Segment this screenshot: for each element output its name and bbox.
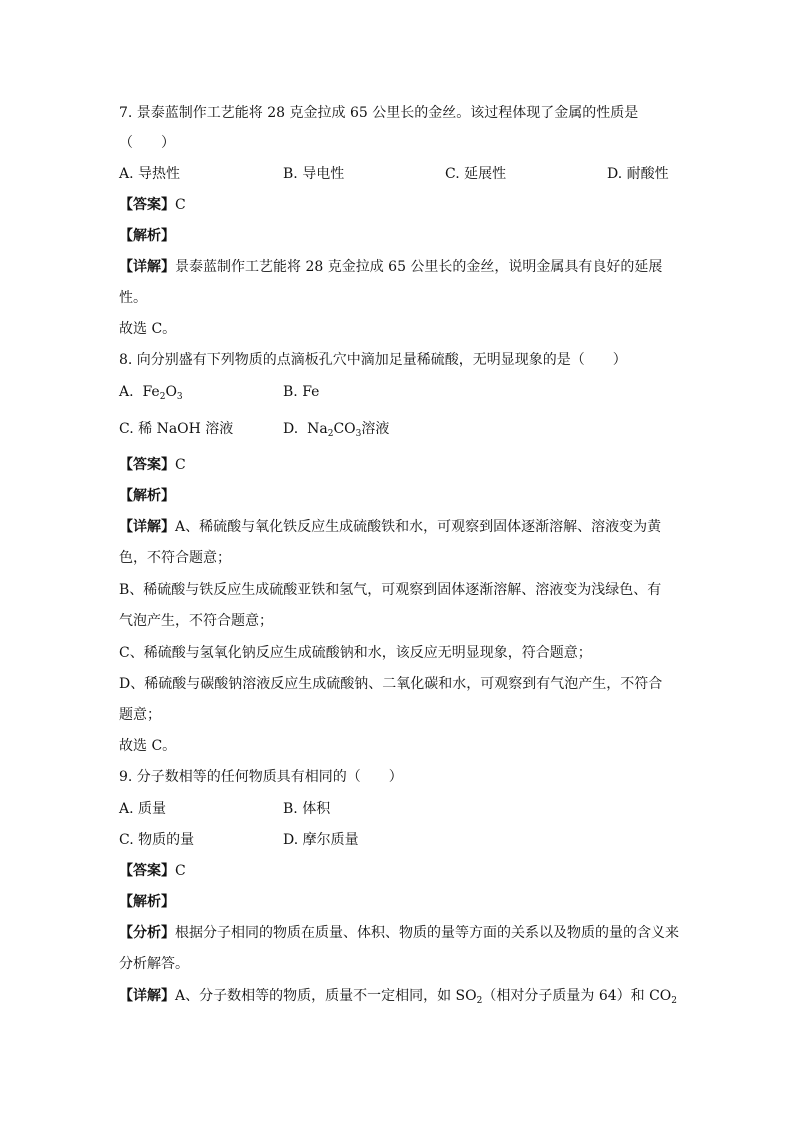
q8-detail-b-line2: 气泡产生，不符合题意； [119, 613, 273, 629]
q8-detail-d-line1: D、稀硫酸与碳酸钠溶液反应生成硫酸钠、二氧化碳和水，可观察到有气泡产生，不符合 [119, 676, 663, 692]
detail-tag: 【详解】 [119, 519, 175, 535]
q9-option-b: B. 体积 [283, 801, 331, 817]
formula-element: Na [307, 421, 328, 437]
formula-subscript: 2 [159, 392, 166, 402]
detail-text: 景泰蓝制作工艺能将 28 克金拉成 65 公里长的金丝，说明金属具有良好的延展 [175, 259, 663, 275]
formula-subscript: 3 [355, 429, 362, 439]
q8-answer [119, 455, 186, 475]
q7-analysis-tag: 【解析】 [119, 228, 175, 244]
q8-analysis-tag: 【解析】 [119, 488, 175, 504]
q7-conclusion: 故选 C。 [119, 321, 177, 337]
fenxi-text: 根据分子相同的物质在质量、体积、物质的量等方面的关系以及物质的量的含义来 [175, 925, 679, 941]
q7-detail-line1 [119, 257, 662, 277]
q9-answer [119, 861, 186, 881]
formula-subscript: 3 [176, 392, 183, 402]
q8-stem: 8. 向分别盛有下列物质的点滴板孔穴中滴加足量稀硫酸，无明显现象的是（ ） [119, 352, 627, 368]
q7-option-c: C. 延展性 [445, 166, 507, 182]
q8-detail-a-line2: 色，不符合题意； [119, 550, 231, 566]
q9-stem: 9. 分子数相等的任何物质具有相同的（ ） [119, 769, 403, 785]
formula-subscript: 2 [327, 429, 334, 439]
q9-option-a: A. 质量 [119, 801, 167, 817]
detail-tag: 【详解】 [119, 988, 175, 1004]
answer-tag: 【答案】 [119, 457, 175, 473]
q8-option-b: B. Fe [283, 384, 320, 400]
q7-option-a: A. 导热性 [119, 166, 181, 182]
formula-na2co3 [307, 421, 361, 437]
formula-subscript: 2 [671, 996, 678, 1006]
q8-option-a [119, 382, 183, 402]
formula-element: O [165, 384, 177, 400]
q8-conclusion: 故选 C。 [119, 738, 177, 754]
option-d-prefix: D. [283, 421, 299, 437]
answer-tag: 【答案】 [119, 863, 175, 879]
q9-option-d: D. 摩尔质量 [283, 832, 359, 848]
q7-stem-line2: （ ） [119, 135, 175, 151]
q8-detail-a-line1 [119, 517, 661, 537]
q8-detail-b-line1: B、稀硫酸与铁反应生成硫酸亚铁和氢气，可观察到固体逐渐溶解、溶液变为浅绿色、有 [119, 582, 662, 598]
q9-detail-line1 [119, 986, 677, 1006]
q9-fenxi-line1 [119, 923, 679, 943]
q9-fenxi-line2: 分析解答。 [119, 956, 189, 972]
q8-detail-c-line1: C、稀硫酸与氢氧化钠反应生成硫酸钠和水，该反应无明显现象，符合题意； [119, 645, 592, 661]
q7-answer [119, 195, 186, 215]
q7-option-d: D. 耐酸性 [607, 166, 669, 182]
detail-text: A、分子数相等的物质，质量不一定相同，如 SO [175, 988, 477, 1004]
detail-text: A、稀硫酸与氧化铁反应生成硫酸铁和水，可观察到固体逐渐溶解、溶液变为黄 [175, 519, 662, 535]
detail-tag: 【详解】 [119, 259, 175, 275]
q8-option-c: C. 稀 NaOH 溶液 [119, 421, 234, 437]
detail-text: （相对分子质量为 64）和 CO [482, 988, 672, 1004]
formula-fe2o3 [142, 384, 182, 400]
q7-option-b: B. 导电性 [283, 166, 345, 182]
q9-option-c: C. 物质的量 [119, 832, 195, 848]
answer-tag: 【答案】 [119, 197, 175, 213]
option-d-tail: 溶液 [361, 421, 390, 437]
q9-analysis-tag: 【解析】 [119, 894, 175, 910]
q7-detail-line2: 性。 [119, 290, 147, 306]
fenxi-tag: 【分析】 [119, 925, 175, 941]
formula-element: Fe [142, 384, 160, 400]
q8-option-d [283, 419, 389, 439]
answer-value: C [175, 197, 186, 213]
option-a-prefix: A. [119, 384, 134, 400]
q8-detail-d-line2: 题意； [119, 707, 161, 723]
q7-stem-line1: 7. 景泰蓝制作工艺能将 28 克金拉成 65 公里长的金丝。该过程体现了金属的性质是 [119, 105, 639, 121]
formula-element: CO [333, 421, 356, 437]
answer-value: C [175, 457, 186, 473]
formula-subscript: 2 [476, 996, 483, 1006]
answer-value: C [175, 863, 186, 879]
